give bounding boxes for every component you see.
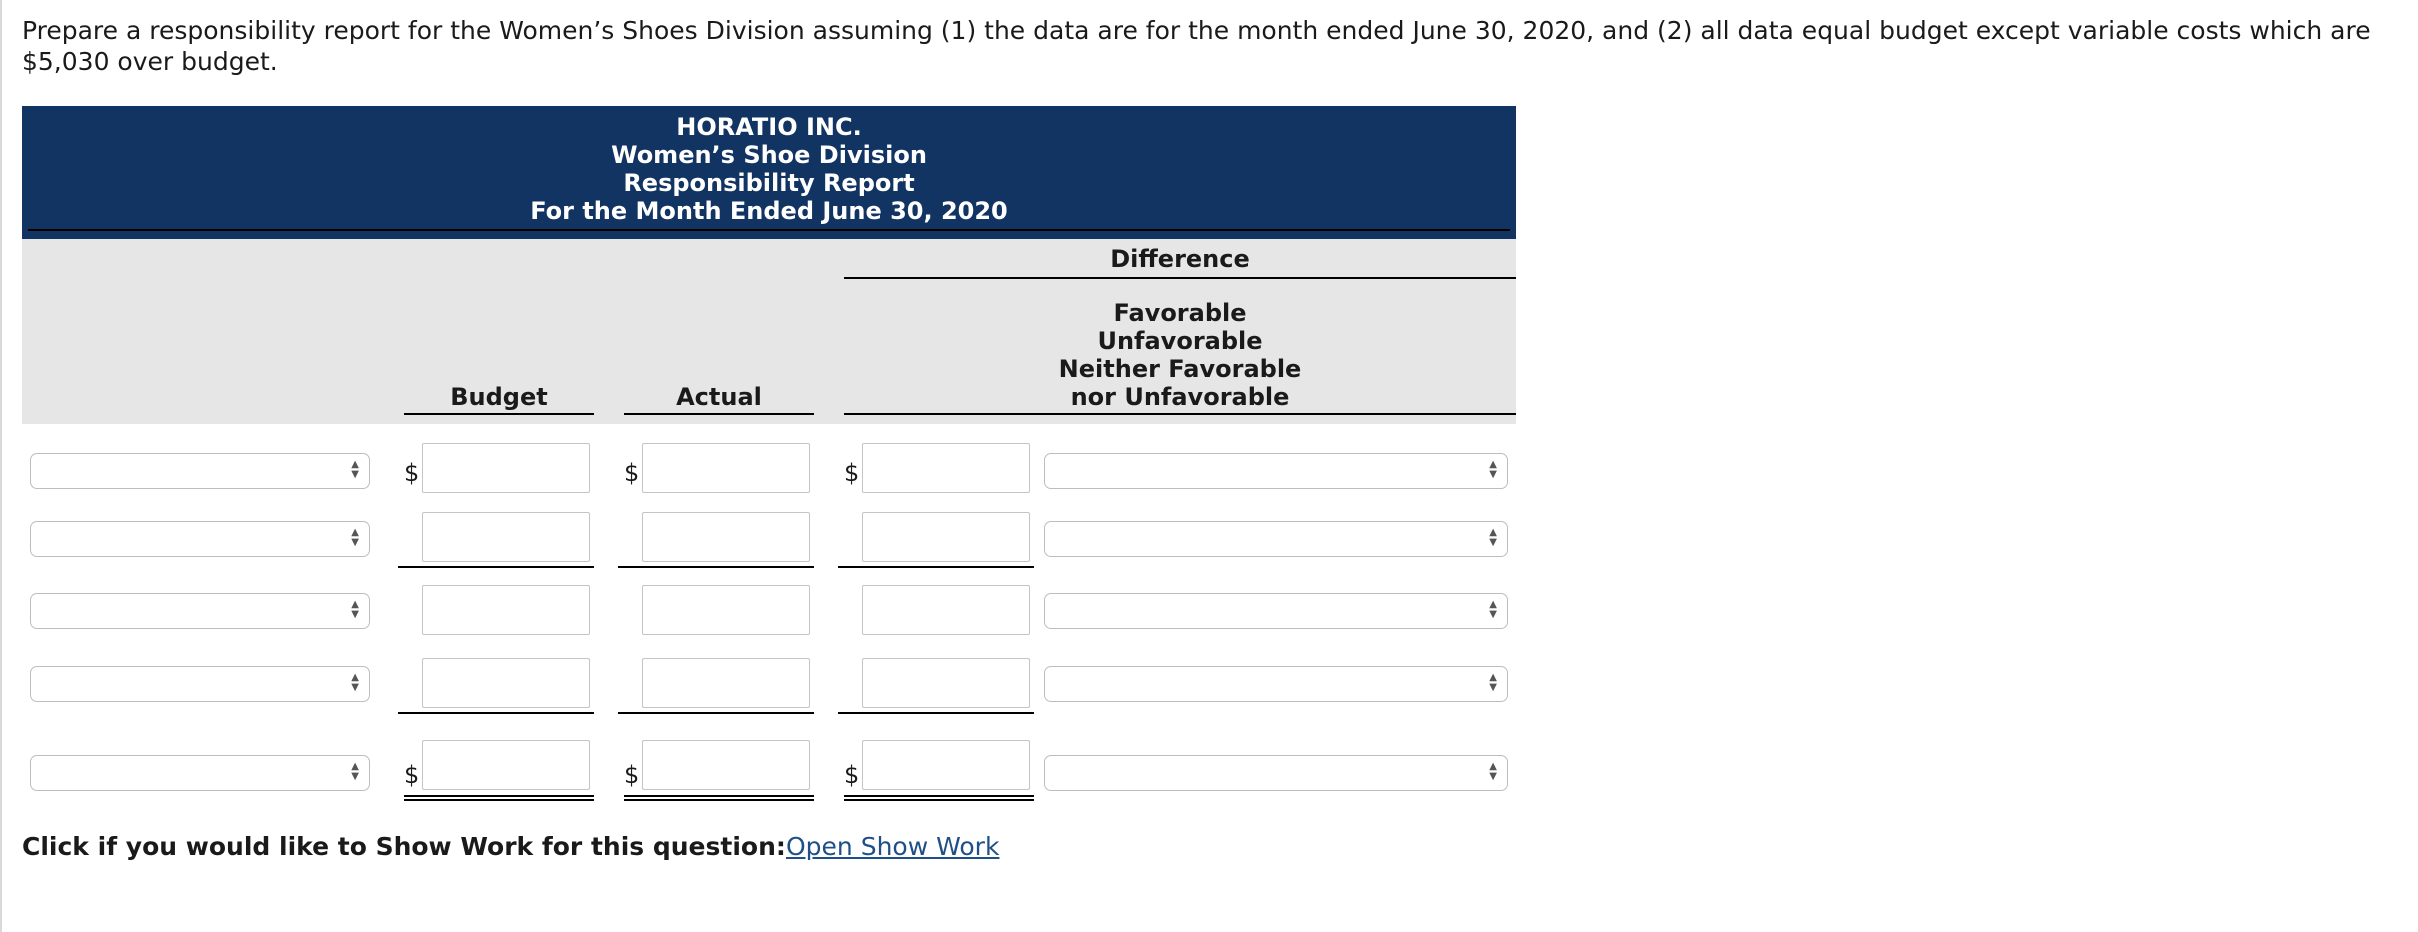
select-arrows-icon: ▲ ▼	[1489, 459, 1497, 480]
currency-symbol: $	[844, 459, 860, 487]
actual-header-underline	[624, 413, 814, 415]
header-rule	[28, 229, 1510, 231]
currency-symbol: $	[624, 761, 640, 789]
account-select[interactable]	[30, 521, 370, 557]
favorability-select[interactable]	[1044, 453, 1508, 489]
budget-header-underline	[404, 413, 594, 415]
subtotal-rule	[398, 566, 594, 568]
account-select[interactable]	[30, 453, 370, 489]
subtotal-rule	[618, 712, 814, 714]
actual-input[interactable]	[642, 512, 810, 562]
currency-symbol: $	[404, 761, 420, 789]
select-arrows-icon: ▲ ▼	[1489, 599, 1497, 620]
company-name: HORATIO INC.	[676, 113, 862, 141]
open-show-work-link[interactable]: Open Show Work	[786, 832, 1000, 861]
difference-input[interactable]	[862, 740, 1030, 790]
subtotal-rule	[618, 566, 814, 568]
difference-input[interactable]	[862, 658, 1030, 708]
left-border	[0, 0, 2, 932]
budget-input[interactable]	[422, 443, 590, 493]
subtotal-rule	[398, 712, 594, 714]
select-arrows-icon: ▲ ▼	[1489, 672, 1497, 693]
currency-symbol: $	[624, 459, 640, 487]
select-arrows-icon: ▲ ▼	[351, 459, 359, 480]
account-select[interactable]	[30, 755, 370, 791]
budget-input[interactable]	[422, 512, 590, 562]
favorability-select[interactable]	[1044, 755, 1508, 791]
total-double-rule	[404, 795, 594, 801]
actual-input[interactable]	[642, 740, 810, 790]
subtotal-rule	[838, 712, 1034, 714]
question-text: Prepare a responsibility report for the Women’s Shoes Division assuming (1) the data are for the month ended June 30, 2020, and (2) all data equal budget except variable costs which are $5,030 over budget.	[22, 16, 2371, 76]
favorability-select[interactable]	[1044, 521, 1508, 557]
report-period: For the Month Ended June 30, 2020	[530, 197, 1008, 225]
show-work-prompt: Click if you would like to Show Work for this question:	[22, 832, 786, 861]
budget-header: Budget	[450, 383, 548, 411]
table-row	[22, 581, 1516, 641]
account-select[interactable]	[30, 593, 370, 629]
fav-line-3: Neither Favorable	[1058, 355, 1302, 383]
report-header	[22, 106, 1516, 239]
difference-input[interactable]	[862, 585, 1030, 635]
actual-input[interactable]	[642, 443, 810, 493]
actual-input[interactable]	[642, 658, 810, 708]
select-arrows-icon: ▲ ▼	[351, 672, 359, 693]
favorable-header	[844, 299, 1516, 411]
currency-symbol: $	[404, 459, 420, 487]
table-row	[22, 654, 1516, 714]
subtotal-rule	[838, 566, 1034, 568]
fav-line-2: Unfavorable	[1097, 327, 1263, 355]
select-arrows-icon: ▲ ▼	[1489, 527, 1497, 548]
table-row-total	[22, 731, 1516, 791]
select-arrows-icon: ▲ ▼	[1489, 761, 1497, 782]
budget-input[interactable]	[422, 658, 590, 708]
total-double-rule	[844, 795, 1034, 801]
difference-input[interactable]	[862, 443, 1030, 493]
difference-input[interactable]	[862, 512, 1030, 562]
fav-line-1: Favorable	[1113, 299, 1247, 327]
select-arrows-icon: ▲ ▼	[351, 599, 359, 620]
responsibility-report	[22, 106, 1516, 789]
fav-line-4: nor Unfavorable	[1070, 383, 1290, 411]
budget-input[interactable]	[422, 740, 590, 790]
table-row	[22, 508, 1516, 568]
table-row	[22, 431, 1516, 491]
account-select[interactable]	[30, 666, 370, 702]
column-headers	[22, 239, 1516, 424]
actual-header: Actual	[676, 383, 762, 411]
difference-header: Difference	[1110, 245, 1250, 273]
difference-header-underline	[844, 277, 1516, 279]
report-name: Responsibility Report	[623, 169, 915, 197]
select-arrows-icon: ▲ ▼	[351, 761, 359, 782]
division-name: Women’s Shoe Division	[611, 141, 927, 169]
currency-symbol: $	[844, 761, 860, 789]
favorable-header-underline	[844, 413, 1516, 415]
favorability-select[interactable]	[1044, 666, 1508, 702]
select-arrows-icon: ▲ ▼	[351, 527, 359, 548]
favorability-select[interactable]	[1044, 593, 1508, 629]
total-double-rule	[624, 795, 814, 801]
actual-input[interactable]	[642, 585, 810, 635]
budget-input[interactable]	[422, 585, 590, 635]
